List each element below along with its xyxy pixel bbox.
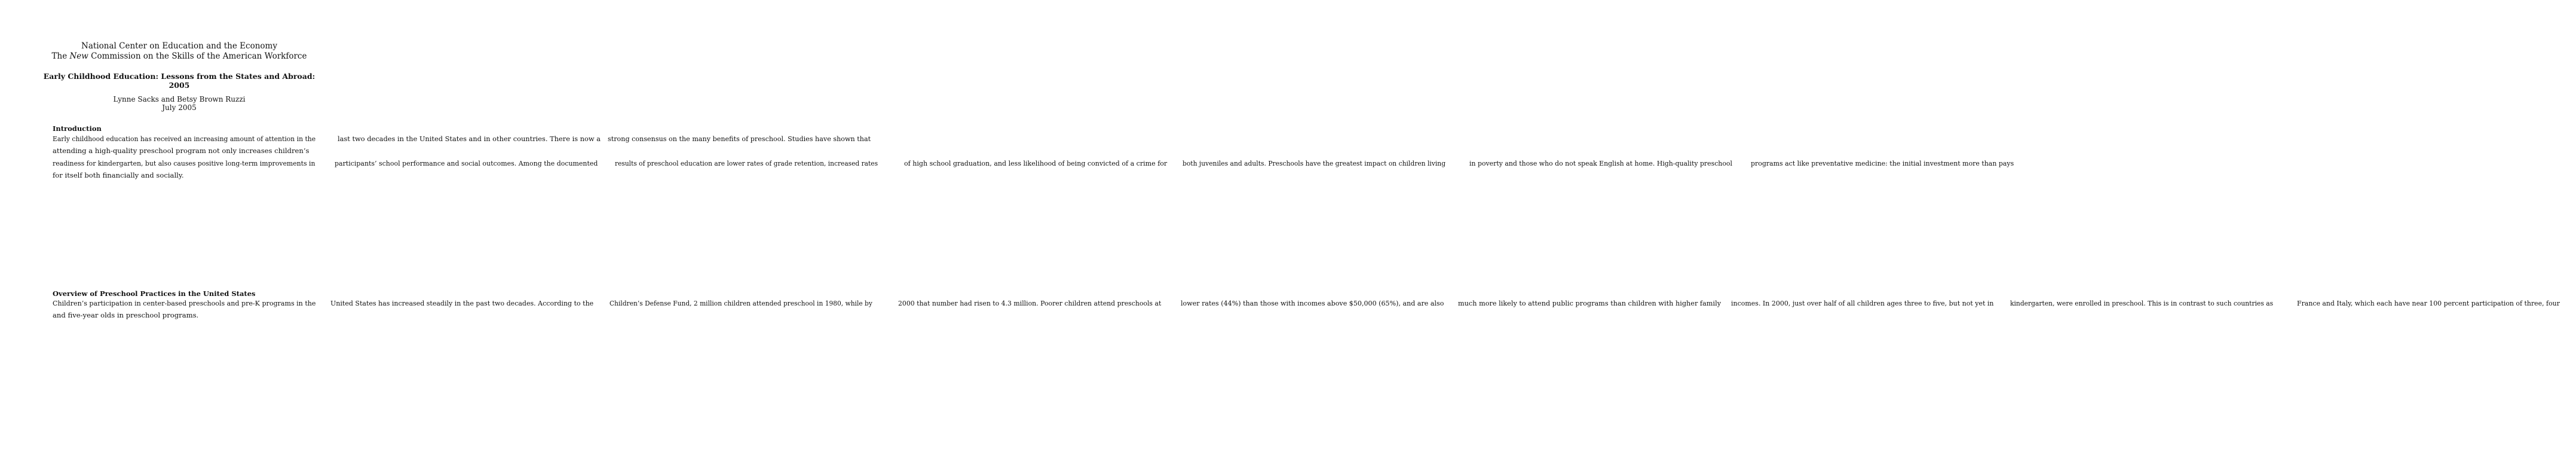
text-line: of high school graduation, and less likelihood of being convicted of a crime for (904, 158, 1168, 167)
commission-italic-word: New (69, 51, 88, 61)
text-line: United States has increased steadily in the past two decades. According to the (330, 299, 594, 307)
commission-suffix: Commission on the Skills of the American Workforce (88, 51, 307, 61)
text-line: incomes. In 2000, just over half of all children ages three to five, but not yet in (1730, 299, 1994, 307)
text-line: last two decades in the United States and in other countries. There is now a (337, 135, 601, 143)
text-line: participants’ school performance and social outcomes. Among the documented (335, 158, 598, 167)
text-line: for itself both financially and socially. (53, 171, 184, 180)
document-title-line-2: 2005 (169, 81, 190, 90)
text-line: Children’s Defense Fund, 2 million children attended preschool in 1980, while by (609, 299, 872, 307)
text-line: France and Italy, which each have near 100 percent participation of three, four (2296, 299, 2560, 307)
document-title (36, 72, 323, 90)
introduction-paragraph (53, 133, 2014, 182)
text-line: programs act like preventative medicine: the initial investment more than pays (1751, 158, 2014, 167)
text-line: Children’s participation in center-based preschools and pre-K programs in the (53, 299, 316, 307)
text-line: readiness for kindergarten, but also causes positive long-term improvements in (53, 158, 316, 167)
text-line: results of preschool education are lower rates of grade retention, increased rates (615, 158, 878, 167)
text-line: kindergarten, were enrolled in preschool. This is in contrast to such countries as (2010, 299, 2273, 307)
text-line: both juveniles and adults. Preschools have the greatest impact on children living (1182, 158, 1446, 167)
section-heading-overview: Overview of Preschool Practices in the United States (53, 289, 256, 298)
commission-prefix: The (51, 51, 70, 61)
text-line: much more likely to attend public programs than children with higher family (1457, 299, 1721, 307)
text-line: lower rates (44%) than those with incomes above $50,000 (65%), and are also (1180, 299, 1444, 307)
overview-paragraph (53, 297, 2560, 322)
text-line: in poverty and those who do not speak English at home. High-quality preschool (1469, 158, 1732, 167)
commission-name (36, 51, 323, 62)
authors: Lynne Sacks and Betsy Brown Ruzzi (113, 95, 246, 103)
text-line: and five-year olds in preschool programs. (53, 311, 199, 320)
text-line: Early childhood education has received an increasing amount of attention in the (53, 135, 316, 143)
text-line: attending a high-quality preschool program not only increases children’s (53, 146, 310, 155)
document-title-line-1: Early Childhood Education: Lessons from the States and Abroad: (43, 72, 316, 81)
text-line: strong consensus on the many benefits of preschool. Studies have shown that (607, 135, 871, 143)
section-heading-introduction: Introduction (53, 124, 102, 133)
organization-name: National Center on Education and the Economy (81, 41, 277, 51)
publication-date: July 2005 (162, 103, 197, 112)
text-line: 2000 that number had risen to 4.3 million. Poorer children attend preschools at (898, 299, 1161, 307)
